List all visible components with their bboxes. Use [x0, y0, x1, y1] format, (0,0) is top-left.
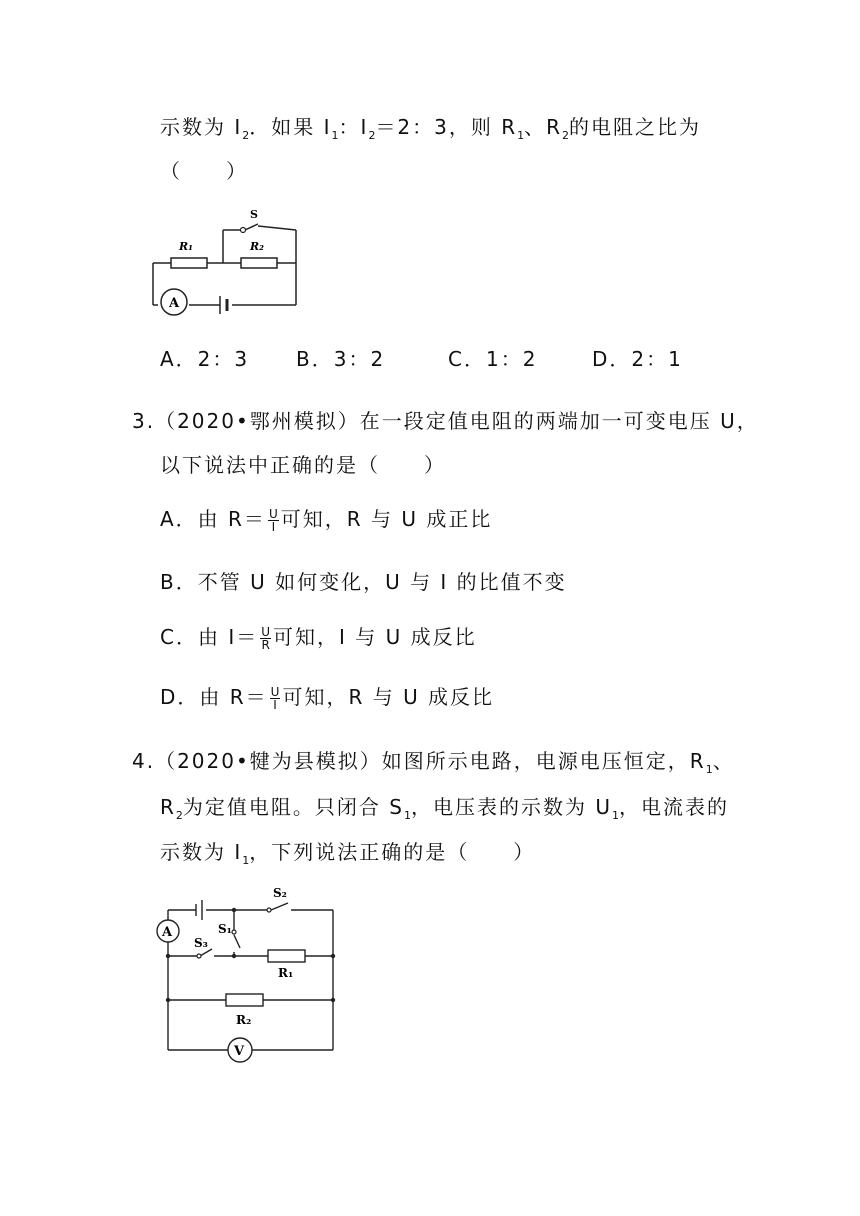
- q2-option-b[interactable]: B．3：2: [296, 347, 386, 371]
- q3-stem-line1: 3.（2020•鄂州模拟）在一段定值电阻的两端加一可变电压 U，: [132, 409, 759, 433]
- q4-stem-line1: 4.（2020•犍为县模拟）如图所示电路，电源电压恒定，$R_1$、: [132, 749, 735, 776]
- q2-stem-line1: 示数为 $I_2$．如果 $I_1$：$I_2=2$：3，则 $R_1$、$R_2$的电阻之比为: [160, 115, 702, 142]
- q2-label-s: S: [250, 208, 258, 221]
- q4-label-r2: R₂: [236, 1013, 252, 1027]
- q2-option-c[interactable]: C．1：2: [448, 347, 538, 371]
- q4-circuit-diagram: [148, 880, 368, 1070]
- q3-option-d[interactable]: D．由 R＝ $\frac{U}{I}$ 可知，R 与 U 成反比: [160, 685, 495, 712]
- q4-stem-line2: $R_2$为定值电阻。只闭合 $S_1$，电压表的示数为 $U_1$，电流表的: [160, 795, 729, 822]
- q2-option-d[interactable]: D．2：1: [592, 347, 683, 371]
- q3-option-c[interactable]: C．由 I＝ $\frac{U}{R}$ 可知，I 与 U 成反比: [160, 625, 477, 652]
- q2-label-r1: R₁: [179, 240, 193, 253]
- q3-option-b[interactable]: B．不管 U 如何变化，U 与 I 的比值不变: [160, 570, 567, 594]
- q2-label-r2: R₂: [250, 240, 264, 253]
- q2-ammeter-label: A: [169, 296, 180, 311]
- q4-label-r1: R₁: [278, 966, 294, 980]
- q4-label-s3: S₃: [194, 936, 208, 950]
- q4-stem-line3: 示数为 $I_1$，下列说法正确的是（ ）: [160, 840, 536, 867]
- q4-label-s1: S₁: [218, 922, 232, 936]
- q2-option-a[interactable]: A．2：3: [160, 347, 250, 371]
- q3-option-a[interactable]: A．由 R＝ $\frac{U}{I}$ 可知，R 与 U 成正比: [160, 507, 493, 534]
- fraction-u-over-i: $\frac{U}{I}$: [270, 685, 280, 712]
- q4-voltmeter-label: V: [234, 1044, 245, 1059]
- fraction-u-over-i: $\frac{U}{I}$: [268, 507, 278, 534]
- q4-ammeter-label: A: [162, 925, 173, 940]
- q2-answer-blank: （ ）: [160, 159, 248, 183]
- q4-label-s2: S₂: [273, 886, 287, 900]
- fraction-u-over-r: $\frac{U}{R}$: [261, 625, 271, 652]
- q3-stem-line2: 以下说法中正确的是（ ）: [160, 453, 446, 477]
- q2-circuit-diagram: [148, 200, 308, 320]
